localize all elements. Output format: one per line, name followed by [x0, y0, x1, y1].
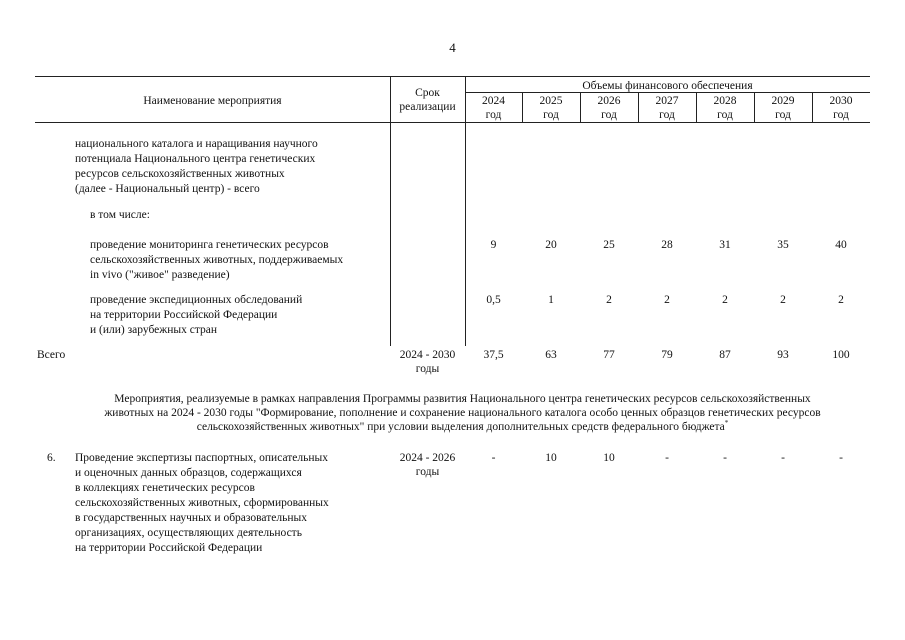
header-year-2027: 2027 [655, 95, 679, 107]
subrow1-value-2029: 35 [777, 239, 789, 251]
subrow-line: сельскохозяйственных животных, поддерживаемых [90, 254, 344, 266]
subrow2-value-2027: 2 [664, 294, 670, 306]
header-term-line1: Срок [415, 87, 440, 99]
total-value-2029: 93 [777, 349, 789, 361]
item6-line: в государственных научных и образовательных [75, 512, 307, 524]
item6-value-2030: - [839, 452, 843, 464]
total-term-line2: годы [415, 363, 440, 375]
total-term-line1: 2024 - 2030 [399, 349, 456, 361]
continuation-line: потенциала Национального центра генетических [75, 153, 316, 165]
total-value-2025: 63 [545, 349, 557, 361]
section-title [60, 392, 865, 434]
item6-number: 6. [47, 452, 56, 464]
header-yearword-2025: год [543, 109, 559, 121]
page-number: 4 [449, 40, 456, 55]
header-year-2025: 2025 [539, 95, 563, 107]
table-header-bottom-rule [35, 122, 870, 123]
footnote-mark: * [724, 419, 729, 428]
subrow1-value-2027: 28 [661, 239, 673, 251]
subrow1-value-2025: 20 [545, 239, 557, 251]
including-label: в том числе: [90, 209, 150, 221]
total-value-2028: 87 [719, 349, 731, 361]
item6-line: на территории Российской Федерации [75, 542, 263, 554]
header-yearword-2027: год [659, 109, 675, 121]
header-yearword-2029: год [775, 109, 791, 121]
item6-line: организациях, осуществляющих деятельность [75, 527, 302, 539]
section-title-line: сельскохозяйственных животных" при условии выделения дополнительных средств федерального бюджета [196, 421, 725, 433]
subrow2-value-2028: 2 [722, 294, 728, 306]
item6-line: в коллекциях генетических ресурсов [75, 482, 255, 494]
subrow2-value-2029: 2 [780, 294, 786, 306]
total-value-2030: 100 [832, 349, 850, 361]
subrow-line: in vivo ("живое" разведение) [90, 269, 230, 281]
item6-value-2024: - [491, 452, 496, 464]
item6-value-2029: - [781, 452, 785, 464]
section-title-line: животных на 2024 - 2030 годы "Формирование, пополнение и сохранение национального каталога особо ценных образцов генетических ресурсов [104, 407, 821, 419]
total-value-2024: 37,5 [483, 349, 504, 361]
continuation-line: (далее - Национальный центр) - всего [75, 183, 260, 195]
item6-value-2028: - [723, 452, 727, 464]
header-year-2030: 2030 [829, 95, 853, 107]
item6-line: и оценочных данных образцов, содержащихся [75, 467, 302, 479]
item6-value-2026: 10 [603, 452, 615, 464]
subrow1-value-2030: 40 [835, 239, 847, 251]
total-value-2027: 79 [661, 349, 673, 361]
continuation-line: ресурсов сельскохозяйственных животных [75, 168, 285, 180]
item6-line: Проведение экспертизы паспортных, описательных [75, 452, 329, 464]
header-year-2024: 2024 [482, 95, 505, 107]
item6-line: сельскохозяйственных животных, сформированных [75, 497, 329, 509]
header-yearword-2024: год [485, 109, 502, 121]
section-title-line: Мероприятия, реализуемые в рамках направления Программы развития Национального центра генетических ресурсов сельскохозяйственных [114, 393, 811, 405]
item6-term-line1: 2024 - 2026 [399, 452, 456, 464]
subrow-line: и (или) зарубежных стран [90, 324, 217, 336]
subrow-line: на территории Российской Федерации [90, 309, 278, 321]
header-term-line2: реализации [399, 101, 456, 113]
header-name-col: Наименование мероприятия [143, 95, 282, 107]
subrow2-value-2030: 2 [838, 294, 844, 306]
header-year-2026: 2026 [597, 95, 621, 107]
subrow1-value-2028: 31 [719, 239, 731, 251]
header-yearword-2030: год [833, 109, 849, 121]
continuation-line: национального каталога и наращивания научного [75, 138, 318, 150]
col-sep-name [390, 76, 391, 346]
subrow2-value-2026: 2 [606, 294, 612, 306]
total-value-2026: 77 [603, 349, 615, 361]
header-year-2029: 2029 [771, 95, 795, 107]
total-label: Всего [37, 349, 66, 361]
table-top-rule [35, 76, 870, 77]
item6-value-2027: - [665, 452, 669, 464]
header-year-2028: 2028 [713, 95, 737, 107]
item6-term-line2: годы [415, 466, 440, 478]
header-yearword-2026: год [601, 109, 617, 121]
subrow2-value-2025: 1 [548, 294, 554, 306]
subrow2-value-2024: 0,5 [486, 294, 501, 306]
subrow-line: проведение мониторинга генетических ресурсов [90, 239, 329, 251]
header-funding-group: Объемы финансового обеспечения [582, 80, 753, 92]
subrow1-value-2024: 9 [490, 239, 497, 251]
header-yearword-2028: год [717, 109, 733, 121]
subrow1-value-2026: 25 [603, 239, 615, 251]
section-title-line-3 [60, 420, 865, 434]
subrow-line: проведение экспедиционных обследований [90, 294, 303, 306]
item6-value-2025: 10 [545, 452, 557, 464]
